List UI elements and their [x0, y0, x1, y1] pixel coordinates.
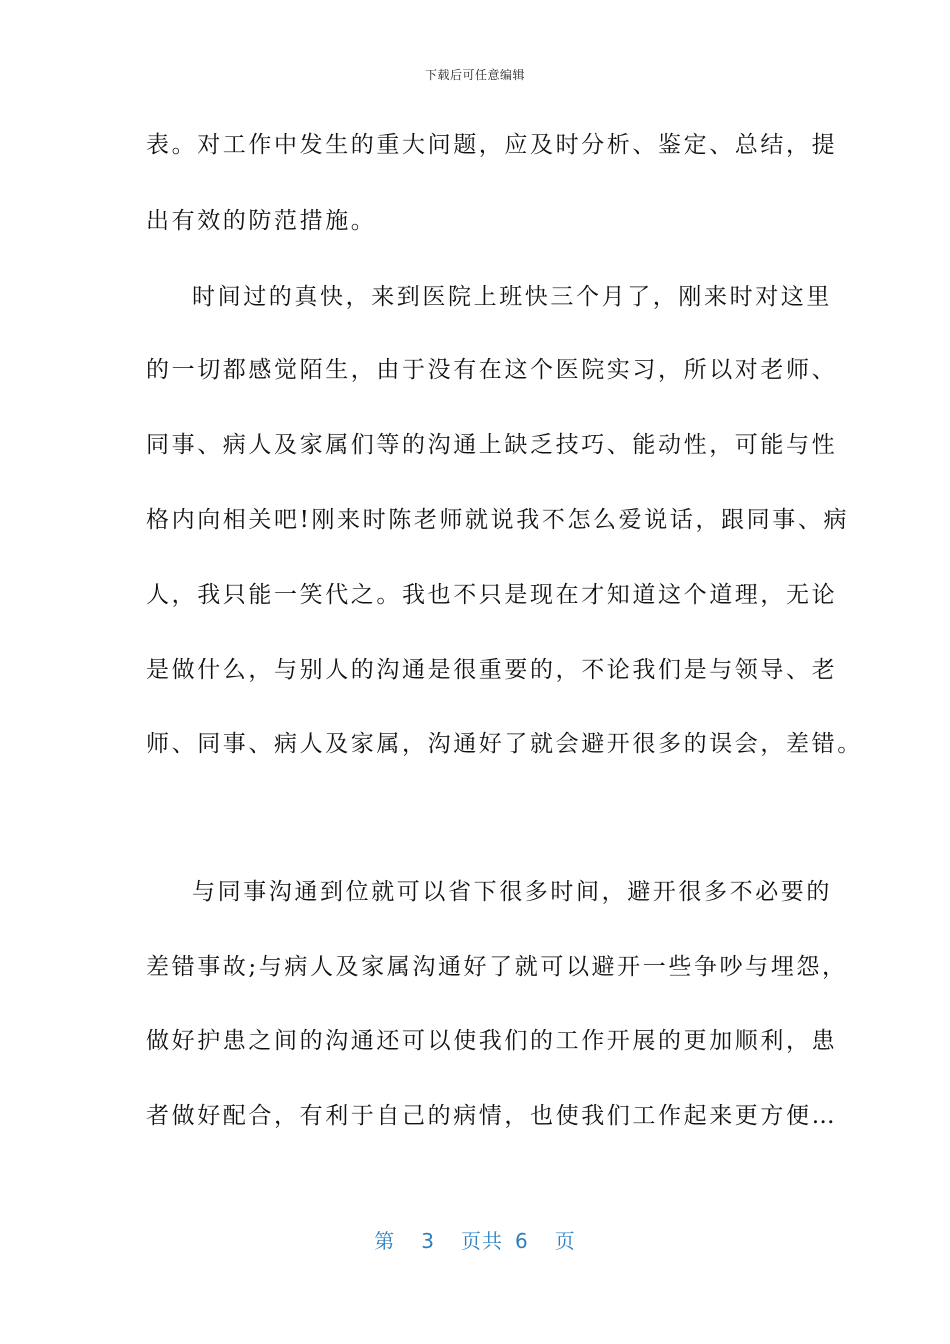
paragraph-first-line: 与同事沟通到位就可以省下很多时间，避开很多不必要的	[192, 879, 832, 905]
text-line: 格内向相关吧!刚来时陈老师就说我不怎么爱说话，跟同事、病	[146, 507, 850, 533]
current-page-number: 3	[421, 1229, 435, 1253]
text-line: 人，我只能一笑代之。我也不只是现在才知道这个道理，无论	[146, 582, 838, 608]
page-number-footer	[0, 1225, 950, 1254]
text-line: 的一切都感觉陌生，由于没有在这个医院实习，所以对老师、	[146, 357, 838, 383]
text-line: 师、同事、病人及家属，沟通好了就会避开很多的误会，差错。	[146, 731, 863, 757]
page-suffix: 页	[554, 1229, 576, 1253]
text-line: 出有效的防范措施。	[146, 208, 377, 234]
text-line: 同事、病人及家属们等的沟通上缺乏技巧、能动性，可能与性	[146, 432, 838, 458]
header-note: 下载后可任意编辑	[424, 68, 525, 82]
text-line: 表。对工作中发生的重大问题，应及时分析、鉴定、总结，提	[146, 132, 838, 158]
page-prefix: 第	[374, 1229, 396, 1253]
text-line: 差错事故;与病人及家属沟通好了就可以避开一些争吵与埋怨，	[146, 954, 848, 980]
paragraph-first-line: 时间过的真快，来到医院上班快三个月了，刚来时对这里	[192, 284, 832, 310]
text-line: 做好护患之间的沟通还可以使我们的工作开展的更加顺利，患	[146, 1028, 838, 1054]
text-line: 是做什么，与别人的沟通是很重要的，不论我们是与领导、老	[146, 657, 838, 683]
text-line: 者做好配合，有利于自己的病情，也使我们工作起来更方便…	[146, 1103, 838, 1129]
page-mid-text: 页共	[461, 1229, 503, 1253]
total-pages-number: 6	[515, 1229, 529, 1253]
